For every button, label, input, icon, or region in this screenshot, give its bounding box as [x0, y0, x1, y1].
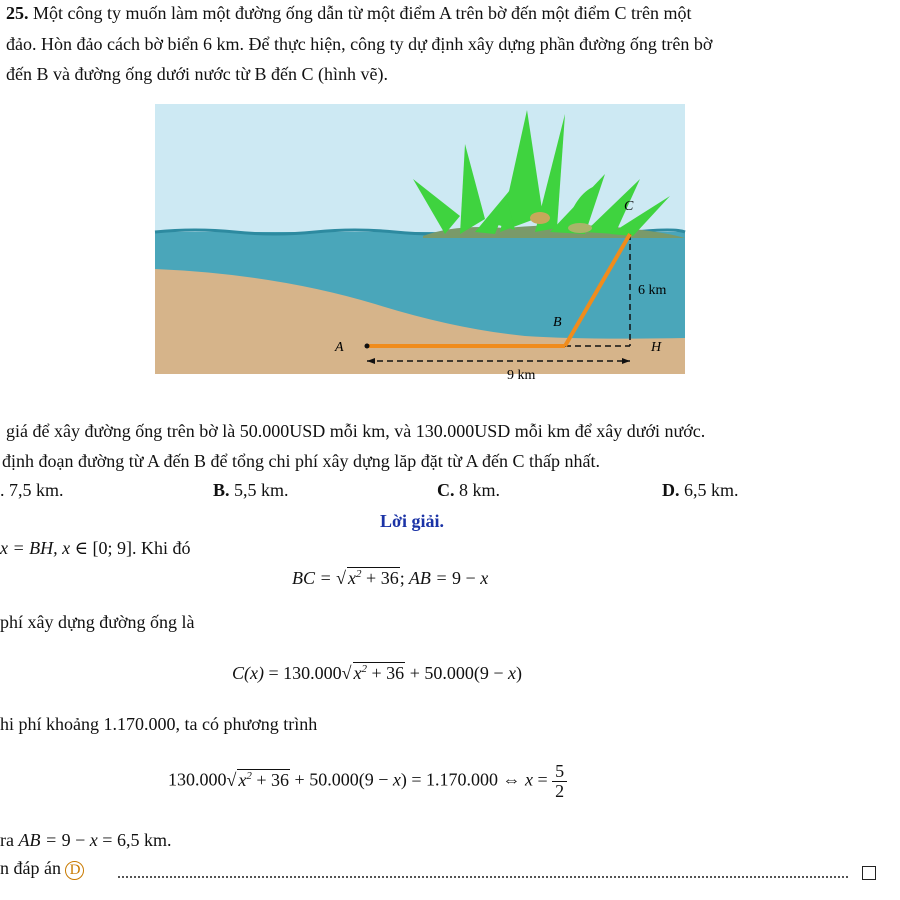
problem-line-3: đến B và đường ống dưới nước từ B đến C (hình vẽ). [6, 64, 389, 84]
label-a: A [335, 340, 344, 355]
option-c-text: 8 km. [459, 480, 501, 500]
option-b-label: B. [213, 480, 230, 500]
option-c-label: C. [437, 480, 455, 500]
equation: 130.000√ $x^2 + 36 + 50.000(9 - x) = 1.170.000$ ⇔ x = $\frac{5}{2}$ [168, 762, 567, 801]
result-prefix: ra [0, 830, 14, 850]
cost-line-2: định đoạn đường từ A đến B để tổng chi phí xây dựng lăp đặt từ A đến C thấp nhất. [2, 451, 600, 471]
answer-prefix: n đáp án [0, 858, 61, 878]
problem-text-1: Một công ty muốn làm một đường ống dẫn từ một điểm A trên bờ đến một điểm C trên một [33, 3, 692, 23]
option-d [662, 480, 739, 501]
pipeline-figure [155, 104, 685, 383]
option-c [437, 480, 500, 501]
variable-definition-tail: . Khi đó [131, 538, 191, 558]
option-d-label: D. [662, 480, 680, 500]
answer-dotted-leader [118, 876, 848, 878]
answer-line [0, 858, 84, 880]
cost-intro: phí xây dựng đường ống là [0, 612, 195, 632]
label-9km: 9 km [507, 368, 536, 383]
option-b [213, 480, 289, 501]
bc-ab-formula: BC = √ $x^2 + 36$; AB = 9 − x [292, 568, 489, 588]
problem-line-2: đảo. Hòn đảo cách bờ biển 6 km. Để thực hiện, công ty dự định xây dựng phần đường ống trên bờ [6, 34, 713, 54]
result-line [0, 830, 171, 851]
result-math: AB = 9 − x = [18, 830, 113, 850]
equation-intro: hi phí khoảng 1.170.000, ta có phương trình [0, 714, 318, 734]
result-unit: 6,5 km. [116, 830, 172, 850]
problem-number: 25. [6, 3, 29, 23]
cost-line-1: giá để xây đường ống trên bờ là 50.000USD mỗi km, và 130.000USD mỗi km để xây dưới nước. [6, 421, 706, 441]
qed-box-icon [862, 866, 876, 880]
variable-definition-math: x = BH, x ∈ [0; 9] [0, 538, 132, 558]
option-a: . 7,5 km. [0, 480, 64, 500]
label-6km: 6 km [638, 283, 667, 298]
label-h: H [651, 340, 662, 355]
problem-line-1 [6, 3, 692, 24]
option-b-text: 5,5 km. [234, 480, 289, 500]
label-b: B [553, 315, 562, 330]
option-d-text: 6,5 km. [684, 480, 739, 500]
answer-circled-d: D [65, 861, 84, 880]
label-c: C [624, 199, 634, 214]
cost-function: C(x) = 130.000√ $x^2 + 36 + 50.000(9 - x)$ [232, 663, 522, 683]
solution-heading: Lời giải. [380, 511, 444, 531]
variable-definition [0, 538, 190, 559]
